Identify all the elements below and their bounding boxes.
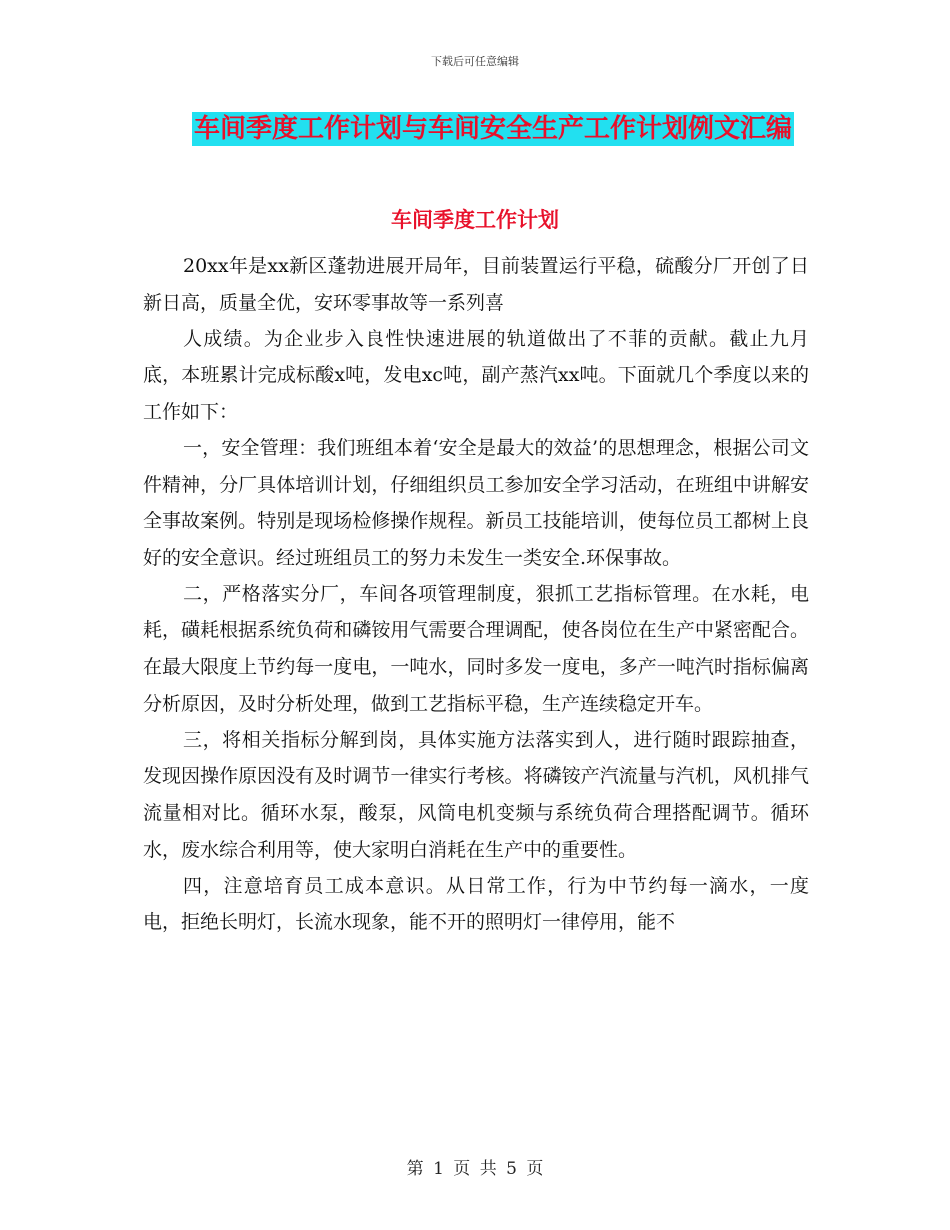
document-title: 车间季度工作计划与车间安全生产工作计划例文汇编 bbox=[194, 114, 793, 144]
section-title: 车间季度工作计划 bbox=[391, 208, 559, 232]
paragraph-safety-management: 一，安全管理：我们班组本着‘安全是最大的效益’的思想理念，根据公司文件精神，分厂具体培训计划，仔细组织员工参加安全学习活动，在班组中讲解安全事故案例。特别是现场检修操作规程。新员工技能培训，使每位员工都树上良好的安全意识。经过班组员工的努力未发生一类安全.环保事故。 bbox=[143, 436, 809, 569]
paragraph-intro: 20xx年是xx新区蓬勃进展开局年，目前装置运行平稳，硫酸分厂开创了日新日高，质量全优，安环零事故等一系列喜 bbox=[143, 255, 809, 314]
paragraph-management-system: 二，严格落实分厂，车间各项管理制度，狠抓工艺指标管理。在水耗，电耗，磺耗根据系统负荷和磷铵用气需要合理调配，使各岗位在生产中紧密配合。在最大限度上节约每一度电，一吨水，同时多发一度电，多产一吨汽时指标偏离分析原因，及时分析处理，做到工艺指标平稳，生产连续稳定开车。 bbox=[143, 582, 809, 715]
page-header-note: 下载后可任意编辑 bbox=[431, 55, 519, 68]
paragraph-cost-awareness: 四，注意培育员工成本意识。从日常工作，行为中节约每一滴水，一度电，拒绝长明灯，长流水现象，能不开的照明灯一律停用，能不 bbox=[143, 874, 809, 934]
document-body bbox=[143, 248, 809, 940]
page-footer-number: 第 1 页 共 5 页 bbox=[406, 1159, 544, 1179]
paragraph-indicator-breakdown: 三，将相关指标分解到岗，具体实施方法落实到人，进行随时跟踪抽查，发现因操作原因没有及时调节一律实行考核。将磷铵产汽流量与汽机，风机排气流量相对比。循环水泵，酸泵，风筒电机变频与系统负荷合理搭配调节。循环水，废水综合利用等，使大家明白消耗在生产中的重要性。 bbox=[143, 728, 809, 861]
paragraph-achievements: 人成绩。为企业步入良性快速进展的轨道做出了不菲的贡献。截止九月底，本班累计完成标酸x吨，发电xc吨，副产蒸汽xx吨。下面就几个季度以来的工作如下： bbox=[143, 327, 809, 423]
